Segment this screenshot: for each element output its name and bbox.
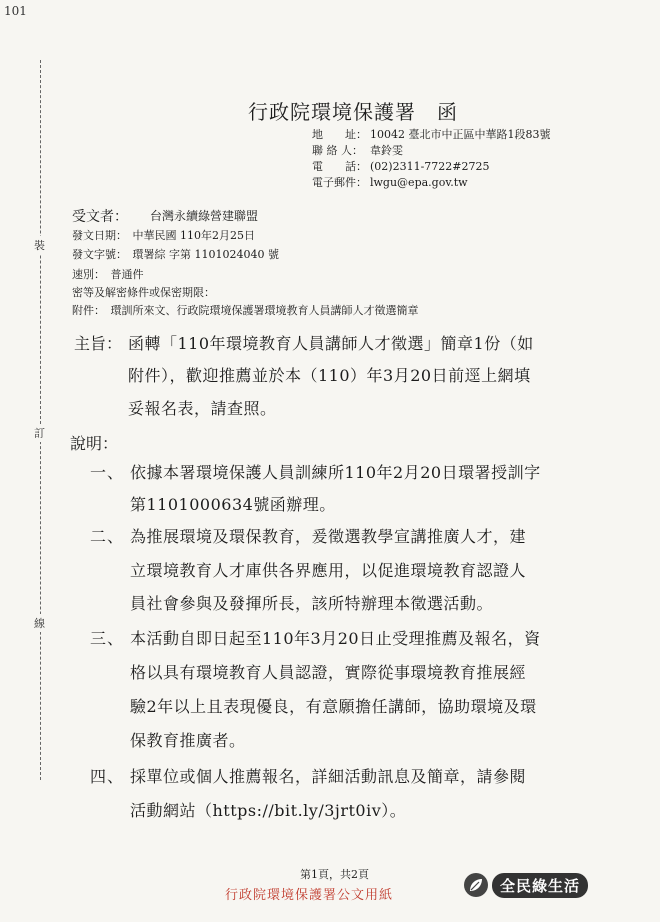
binding-line bbox=[40, 60, 41, 780]
issue-date: 發文日期： 中華民國 110年2月25日 bbox=[72, 229, 255, 242]
document-number: 發文字號： 環署綜 字第 1101024040 號 bbox=[72, 248, 279, 261]
green-living-logo bbox=[464, 872, 610, 898]
person-value: 韋鈴雯 bbox=[370, 144, 403, 157]
item-line: 為推展環境及環保教育，爰徵選教學宣講推廣人才，建 bbox=[130, 527, 527, 546]
contact-phone-row bbox=[312, 158, 490, 174]
item-line: 本活動自即日起至110年3月20日止受理推薦及報名，資 bbox=[130, 629, 541, 648]
item-number: 三、 bbox=[90, 629, 125, 648]
item-line: 保教育推廣者。 bbox=[130, 731, 246, 750]
binding-mark-2: 訂 bbox=[34, 424, 45, 442]
subject-line: 附件），歡迎推薦並於本（110）年3月20日前逕上網填 bbox=[128, 366, 531, 385]
recipient-value: 台灣永續綠營建聯盟 bbox=[150, 209, 259, 223]
address-value: 10042 臺北市中正區中華路1段83號 bbox=[370, 128, 551, 141]
item-number: 四、 bbox=[90, 767, 125, 786]
agency-title: 行政院環境保護署 函 bbox=[248, 100, 458, 124]
subject-line: 函轉「110年環境教育人員講師人才徵選」簡章1份（如 bbox=[128, 334, 534, 353]
phone-label: 電 話： bbox=[312, 160, 367, 173]
secrecy-level: 密等及解密條件或保密期限： bbox=[72, 286, 215, 299]
item-line: 活動網站（https://bit.ly/3jrt0iv）。 bbox=[130, 801, 407, 820]
item-line: 員社會參與及發揮所長，該所特辦理本徵選活動。 bbox=[130, 594, 494, 613]
subject-line: 妥報名表，請查照。 bbox=[128, 399, 277, 418]
subject-label: 主旨： bbox=[74, 334, 123, 353]
person-label: 聯 絡 人： bbox=[312, 144, 363, 157]
page-number: 101 bbox=[4, 4, 27, 18]
item-line: 第1101000634號函辦理。 bbox=[130, 495, 336, 514]
item-line: 依據本署環境保護人員訓練所110年2月20日環署授訓字 bbox=[130, 463, 541, 482]
item-line: 採單位或個人推薦報名，詳細活動訊息及簡章，請參閱 bbox=[130, 767, 527, 786]
item-line: 格以具有環境教育人員認證，實際從事環境教育推展經 bbox=[130, 663, 527, 682]
contact-person-row bbox=[312, 142, 403, 158]
contact-email-row bbox=[312, 174, 468, 190]
phone-value: (02)2311-7722#2725 bbox=[370, 160, 490, 173]
item-number: 一、 bbox=[90, 463, 125, 482]
official-paper-label: 行政院環境保護署公文用紙 bbox=[225, 888, 394, 903]
item-number: 二、 bbox=[90, 527, 125, 546]
explanation-label: 說明： bbox=[70, 434, 119, 453]
contact-address-row bbox=[312, 126, 550, 142]
attachments: 附件： 環訓所來文、行政院環境保護署環境教育人員講師人才徵選簡章 bbox=[72, 304, 419, 317]
logo-text: 全民綠生活 bbox=[492, 873, 588, 898]
delivery-speed: 速別： 普通件 bbox=[72, 268, 144, 281]
email-label: 電子郵件： bbox=[312, 176, 367, 189]
address-label: 地 址： bbox=[312, 128, 367, 141]
recipient-label: 受文者： bbox=[72, 209, 128, 225]
page-indicator: 第1頁，共2頁 bbox=[300, 868, 369, 881]
leaf-icon bbox=[464, 873, 488, 897]
item-line: 驗2年以上且表現優良，有意願擔任講師，協助環境及環 bbox=[130, 697, 537, 716]
binding-mark-3: 線 bbox=[34, 614, 45, 632]
item-line: 立環境教育人才庫供各界應用，以促進環境教育認證人 bbox=[130, 561, 527, 580]
email-value: lwgu@epa.gov.tw bbox=[370, 176, 468, 189]
binding-mark-1: 裝 bbox=[34, 236, 45, 254]
